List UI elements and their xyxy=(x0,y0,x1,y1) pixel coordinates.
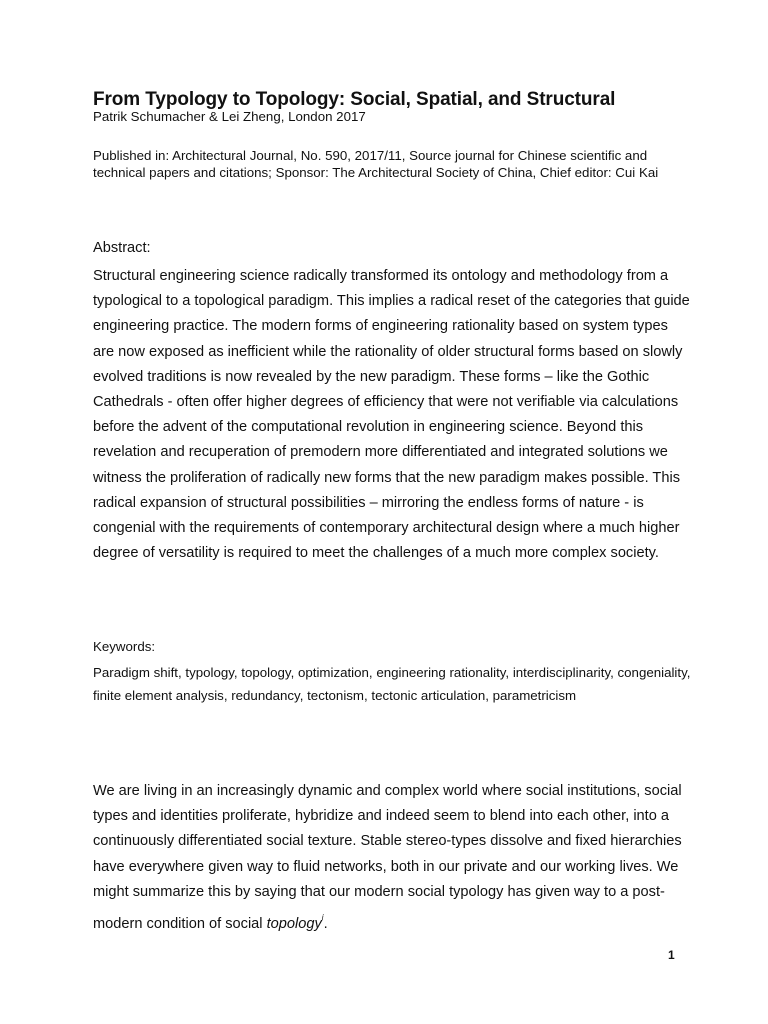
paper-title: From Typology to Topology: Social, Spatial, and Structural xyxy=(93,89,616,110)
body-emphasis: topology xyxy=(266,916,322,933)
abstract-heading: Abstract: xyxy=(93,240,151,256)
publication-info: Published in: Architectural Journal, No. 590, 2017/11, Source journal for Chinese scientific and technical papers and citations; Sponsor: The Architectural Society of China, Chief editor: Cui Kai xyxy=(93,148,659,180)
keywords-text: Paradigm shift, typology, topology, optimization, engineering rationality, interdisciplinarity, congeniality, finite element analysis, redundancy, tectonism, tectonic articulation, parametricism xyxy=(93,665,691,703)
body-text-end: . xyxy=(323,916,328,933)
body-text: We are living in an increasingly dynamic and complex world where social institutions, social types and identities proliferate, hybridize and indeed seem to blend into each other, into a continuously differentiated social texture. Stable stereo-types dissolve and fixed hierarchies have everywhere given way to fluid networks, both in our private and our working lives. We might summarize this by saying that our modern social typology has given way to a post-modern condition of social xyxy=(93,783,682,933)
page-number: 1 xyxy=(668,948,675,962)
paper-authors: Patrik Schumacher & Lei Zheng, London 2017 xyxy=(93,109,366,124)
body-paragraph xyxy=(93,779,693,937)
abstract-text: Structural engineering science radically transformed its ontology and methodology from a typological to a topological paradigm. This implies a radical reset of the categories that guide engineering practice. The modern forms of engineering rationality based on system types are now exposed as inefficient while the rationality of older structural forms based on slowly evolved traditions is now revealed by the new paradigm. These forms – like the Gothic Cathedrals - often offer higher degrees of efficiency that were not verifiable via calculations before the advent of the computational revolution in engineering science. Beyond this revelation and recuperation of premodern more differentiated and integrated solutions we witness the proliferation of radically new forms that the new paradigm makes possible. This radical expansion of structural possibilities – mirroring the endless forms of nature - is congenial with the requirements of contemporary architectural design where a much higher degree of versatility is required to meet the challenges of a much more complex society. xyxy=(93,268,690,562)
footnote-marker[interactable]: i xyxy=(321,913,324,923)
keywords-heading: Keywords: xyxy=(93,639,156,654)
